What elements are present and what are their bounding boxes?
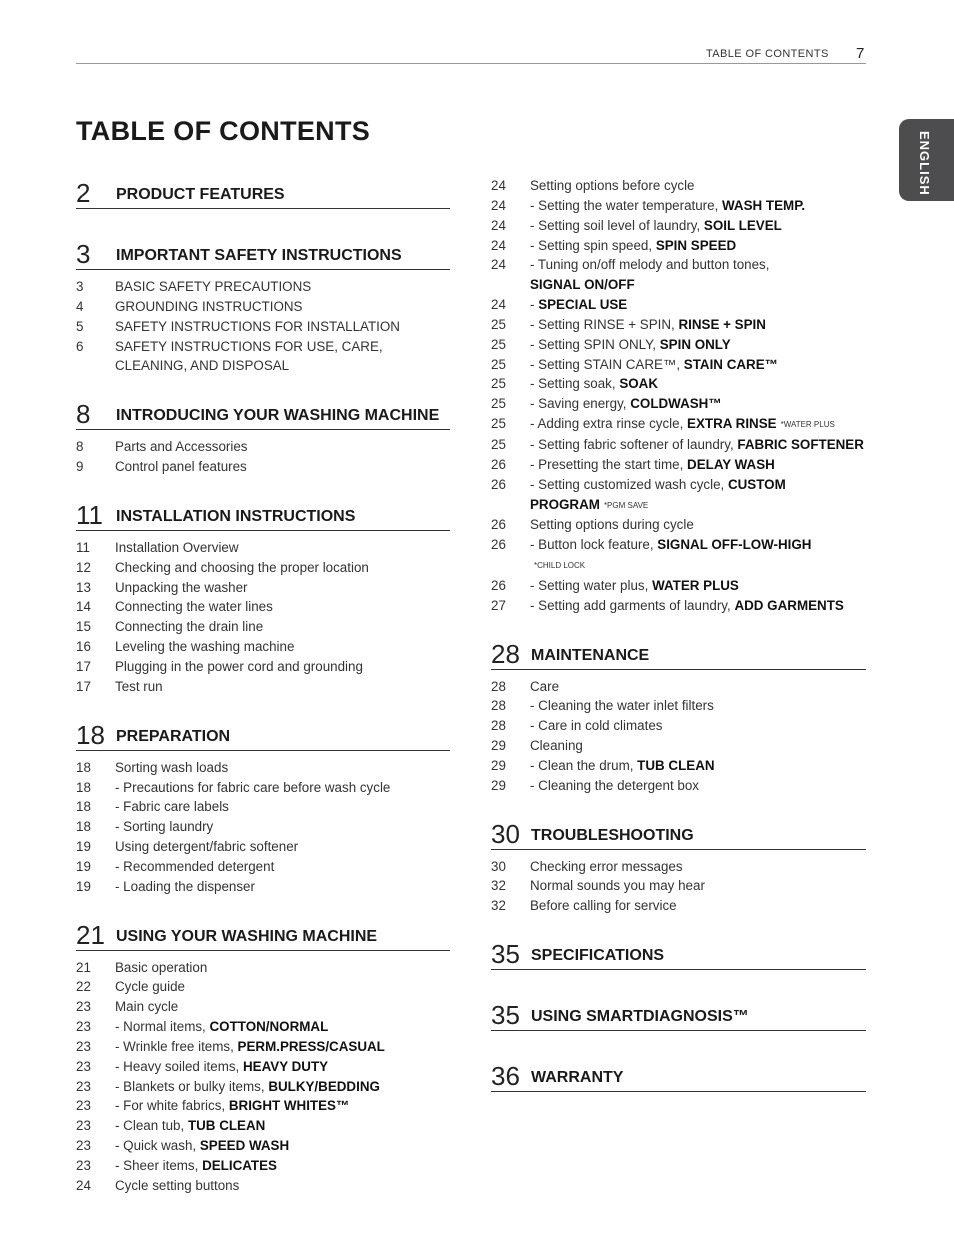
- toc-entry: [491, 696, 866, 716]
- toc-entry-page: 24: [76, 1177, 91, 1193]
- toc-entry-keyword: WASH TEMP.: [722, 197, 806, 213]
- toc-section: [491, 635, 866, 796]
- toc-entry-text: - SPECIAL USE: [530, 297, 628, 313]
- toc-entry-keyword: EXTRA RINSE: [687, 416, 777, 432]
- toc-section: [491, 996, 866, 1031]
- toc-section-heading: [76, 716, 450, 751]
- toc-entry-page: 27: [491, 597, 506, 613]
- toc-entry: [76, 1037, 450, 1057]
- toc-entry: [491, 196, 866, 216]
- toc-entry: [491, 535, 866, 576]
- toc-entry-text: - Adding extra rinse cycle, EXTRA RINSE *WATER PLUS: [491, 414, 866, 435]
- toc-entry-text: - Clean tub, TUB CLEAN: [115, 1118, 266, 1134]
- toc-entry-page: 23: [76, 1058, 91, 1074]
- toc-section-page: 21: [76, 919, 105, 950]
- toc-entry-keyword: SIGNAL OFF-LOW-HIGH: [657, 537, 812, 553]
- toc-entry-page: 15: [76, 619, 91, 635]
- section-gap: [491, 977, 866, 996]
- toc-entry-text: GROUNDING INSTRUCTIONS: [115, 298, 303, 314]
- toc-entry-page: 17: [76, 678, 91, 694]
- section-gap: [76, 376, 450, 395]
- toc-entry-text: Installation Overview: [115, 539, 239, 555]
- toc-section-title: WARRANTY: [531, 1069, 624, 1087]
- toc-entry-page: 21: [76, 959, 91, 975]
- toc-entry-page: 26: [491, 537, 506, 553]
- toc-entry-text: Basic operation: [115, 959, 208, 975]
- toc-entry-text: Setting options before cycle: [530, 178, 695, 193]
- toc-entry-page: 24: [491, 197, 506, 213]
- toc-section-heading: [491, 635, 866, 670]
- toc-entry-page: 12: [76, 559, 91, 575]
- toc-section-title: INTRODUCING YOUR WASHING MACHINE: [116, 407, 440, 425]
- toc-section: [491, 935, 866, 970]
- toc-entry-keyword: WATER PLUS: [652, 577, 739, 593]
- section-gap: [491, 1038, 866, 1057]
- toc-entry-page: 26: [491, 476, 506, 492]
- toc-entry-keyword: SPEED WASH: [199, 1138, 290, 1154]
- toc-entry-page: 18: [76, 759, 91, 775]
- toc-entry-text: Care: [530, 678, 560, 694]
- toc-entry-page: 5: [76, 318, 84, 334]
- toc-entry: [76, 1017, 450, 1037]
- toc-entry-text: Control panel features: [115, 459, 247, 475]
- toc-entry-text: Checking and choosing the proper location: [115, 559, 369, 575]
- toc-entry-page: 28: [491, 678, 506, 694]
- toc-entry: [491, 374, 866, 394]
- toc-entry-text: - Presetting the start time, DELAY WASH: [530, 456, 775, 472]
- toc-left-column: [76, 174, 450, 1196]
- toc-entry: [491, 335, 866, 355]
- toc-entry-page: 11: [76, 539, 90, 555]
- toc-entry-footnote: *CHILD LOCK: [534, 561, 586, 571]
- toc-entry-keyword: CUSTOM: [727, 476, 786, 492]
- toc-entry: [76, 857, 450, 877]
- toc-section-page: 3: [76, 239, 91, 269]
- toc-entry: [491, 677, 866, 697]
- toc-entry-page: 18: [76, 779, 91, 795]
- toc-entry: [76, 1116, 450, 1136]
- toc-entry: [76, 597, 450, 617]
- toc-section-page: 35: [491, 939, 520, 970]
- section-gap: [76, 897, 450, 916]
- toc-entry-page: 24: [491, 257, 506, 273]
- toc-entry-keyword: RINSE + SPIN: [678, 316, 766, 332]
- toc-section-title: PREPARATION: [116, 727, 231, 745]
- toc-entry: [76, 837, 450, 857]
- toc-entry: [76, 437, 450, 457]
- toc-entry-page: 9: [76, 459, 84, 475]
- toc-entry-page: 23: [76, 1098, 91, 1114]
- toc-entry-page: 23: [76, 1118, 91, 1134]
- toc-entry: [491, 756, 866, 776]
- toc-entry: [76, 558, 450, 578]
- toc-entry: [491, 876, 866, 896]
- toc-section: [76, 716, 450, 897]
- toc-section-title: USING YOUR WASHING MACHINE: [116, 927, 378, 945]
- toc-entry-page: 19: [76, 839, 91, 855]
- toc-entry: [76, 677, 450, 697]
- toc-entry: [491, 455, 866, 475]
- toc-entry: [491, 236, 866, 256]
- toc-entry-keyword: PERM.PRESS/CASUAL: [237, 1038, 385, 1054]
- toc-entry-page: 23: [76, 1138, 91, 1154]
- toc-entry-text: - Care in cold climates: [530, 718, 663, 734]
- toc-entry-keyword: COTTON/NORMAL: [209, 1019, 329, 1035]
- section-gap: [491, 796, 866, 815]
- toc-entry-text: - Fabric care labels: [115, 799, 229, 815]
- toc-entry: [491, 255, 866, 295]
- toc-entry-keyword: SIGNAL ON/OFF: [530, 277, 635, 293]
- toc-section-title: TROUBLESHOOTING: [531, 826, 694, 844]
- toc-entry-page: 8: [76, 439, 84, 455]
- toc-entry: [491, 394, 866, 414]
- toc-entry-page: 23: [76, 1019, 91, 1035]
- toc-entry-page: 3: [76, 279, 84, 294]
- toc-section-heading: [76, 174, 450, 209]
- toc-entry-text: - Clean the drum, TUB CLEAN: [530, 757, 715, 773]
- page-number: 7: [856, 45, 865, 62]
- toc-entry-text: Test run: [115, 678, 163, 694]
- toc-entry: [76, 637, 450, 657]
- toc-entry-text: Normal sounds you may hear: [530, 878, 705, 894]
- toc-entry: [491, 716, 866, 736]
- toc-section-title: IMPORTANT SAFETY INSTRUCTIONS: [116, 247, 402, 264]
- toc-entry-text: - Recommended detergent: [115, 858, 275, 874]
- toc-section-heading: [76, 916, 450, 951]
- toc-entry-page: 25: [491, 316, 506, 332]
- toc-entry-text: Main cycle: [115, 999, 179, 1015]
- toc-entry-page: 24: [491, 297, 506, 313]
- toc-entry: [76, 457, 450, 477]
- toc-section-page: 11: [76, 499, 103, 530]
- toc-entry-page: 19: [76, 858, 91, 874]
- toc-entry-text: - Setting add garments of laundry, ADD GARMENTS: [530, 597, 844, 613]
- toc-entry: [76, 997, 450, 1017]
- toc-entry: [76, 1156, 450, 1176]
- toc-entry-text: - Sorting laundry: [115, 819, 214, 835]
- toc-entry: [491, 295, 866, 315]
- toc-entry-text: - Setting soak, SOAK: [530, 376, 659, 392]
- toc-entry-text: - Button lock feature, SIGNAL OFF-LOW-HIGH*CHILD LOCK: [491, 535, 866, 576]
- toc-entry-text: - Setting customized wash cycle, CUSTOM PROGRAM *PGM SAVE: [491, 475, 866, 516]
- toc-entry: [76, 317, 450, 337]
- toc-entry: [491, 315, 866, 335]
- toc-entry-page: 4: [76, 298, 84, 314]
- toc-section-title: USING SMARTDIAGNOSIS™: [531, 1008, 749, 1026]
- toc-entry-page: 28: [491, 698, 506, 714]
- toc-entry-page: 18: [76, 799, 91, 815]
- toc-entry-text: Connecting the water lines: [115, 599, 273, 615]
- toc-entry-text: Plugging in the power cord and grounding: [115, 658, 363, 674]
- toc-entry-text: - Setting fabric softener of laundry, FABRIC SOFTENER: [530, 436, 864, 452]
- toc-section-heading: [491, 996, 866, 1031]
- toc-entry-page: 24: [491, 178, 506, 193]
- toc-entry-keyword: SPECIAL USE: [538, 297, 628, 313]
- toc-entry-page: 25: [491, 416, 506, 432]
- toc-entry-page: 22: [76, 979, 91, 995]
- toc-entry-text: - Quick wash, SPEED WASH: [115, 1138, 290, 1154]
- toc-entry-text: - Setting spin speed, SPIN SPEED: [530, 237, 737, 253]
- toc-entry-page: 23: [76, 999, 91, 1015]
- toc-entry: [491, 355, 866, 375]
- toc-entry-page: 32: [491, 878, 506, 894]
- toc-entry-text: - Blankets or bulky items, BULKY/BEDDING: [115, 1078, 380, 1094]
- toc-entry-page: 6: [76, 338, 84, 354]
- toc-entry-keyword: BULKY/BEDDING: [268, 1078, 380, 1094]
- toc-entry-page: 26: [491, 577, 506, 593]
- toc-entry-page: 23: [76, 1158, 91, 1173]
- toc-entry: [76, 337, 450, 377]
- toc-section: [76, 174, 450, 209]
- toc-section-heading: [76, 395, 450, 430]
- toc-entry-text: - Tuning on/off melody and button tones, SIGNAL ON/OFF: [530, 257, 770, 293]
- toc-entry: [76, 1176, 450, 1196]
- toc-entry: [76, 578, 450, 598]
- toc-section-title: PRODUCT FEATURES: [116, 186, 285, 203]
- toc-section-page: 2: [76, 178, 91, 208]
- toc-section-heading: [491, 815, 866, 850]
- toc-entry-page: 32: [491, 898, 506, 914]
- language-tab-label: ENGLISH: [917, 131, 932, 196]
- toc-entry: [491, 475, 866, 516]
- toc-entry-text: - Setting RINSE + SPIN, RINSE + SPIN: [530, 316, 766, 332]
- page-title: TABLE OF CONTENTS: [76, 116, 371, 146]
- toc-entry-page: 30: [491, 858, 506, 874]
- toc-section-page: 18: [76, 719, 105, 750]
- toc-entry-text: Setting options during cycle: [530, 517, 694, 533]
- toc-entry-page: 26: [491, 456, 506, 472]
- toc-entry: [491, 435, 866, 455]
- toc-entry: [491, 216, 866, 236]
- toc-entry-keyword: BRIGHT WHITES™: [228, 1098, 350, 1114]
- toc-entry: [76, 797, 450, 817]
- toc-entry-text: - Cleaning the detergent box: [530, 777, 699, 793]
- toc-entry: [491, 857, 866, 877]
- toc-entry-page: 23: [76, 1078, 91, 1094]
- toc-entry-text: - Heavy soiled items, HEAVY DUTY: [115, 1058, 329, 1074]
- toc-entry-text: Cycle guide: [115, 979, 185, 995]
- toc-section-page: 36: [491, 1061, 520, 1092]
- toc-entry-text: - Sheer items, DELICATES: [115, 1158, 277, 1173]
- toc-section-page: 28: [491, 638, 520, 669]
- toc-entry: [76, 297, 450, 317]
- toc-entry-page: 25: [491, 436, 506, 452]
- toc-entry-keyword: PROGRAM: [530, 496, 600, 512]
- toc-entry-page: 24: [491, 217, 506, 233]
- running-header-title: TABLE OF CONTENTS: [706, 48, 829, 60]
- toc-entry-keyword: HEAVY DUTY: [243, 1058, 329, 1074]
- toc-entry-text: - Setting water plus, WATER PLUS: [530, 577, 739, 593]
- section-gap: [76, 216, 450, 235]
- toc-entry: [76, 877, 450, 897]
- toc-entry-page: 28: [491, 718, 506, 734]
- toc-entry-page: 25: [491, 356, 506, 372]
- toc-entry-text: Unpacking the washer: [115, 579, 248, 595]
- toc-entry-text: - Cleaning the water inlet filters: [530, 698, 714, 714]
- toc-entry: [491, 176, 866, 196]
- toc-entry-text: Checking error messages: [530, 858, 683, 874]
- toc-entry-text: - Saving energy, COLDWASH™: [530, 396, 722, 412]
- toc-entry-keyword: TUB CLEAN: [637, 757, 715, 773]
- section-gap: [76, 697, 450, 716]
- toc-entry-text: Sorting wash loads: [115, 759, 229, 775]
- toc-entry-footnote: *PGM SAVE: [603, 500, 649, 510]
- toc-section-page: 8: [76, 399, 91, 430]
- toc-entry: [76, 778, 450, 798]
- toc-entry-text: Connecting the drain line: [115, 619, 264, 635]
- toc-entry-page: 18: [76, 819, 91, 835]
- toc-entry-text: BASIC SAFETY PRECAUTIONS: [115, 279, 312, 294]
- toc-entry-page: 29: [491, 757, 506, 773]
- toc-section: [76, 395, 450, 477]
- toc-entry-page: 29: [491, 738, 506, 754]
- toc-entry-page: 23: [76, 1038, 91, 1054]
- toc-entry-page: 13: [76, 579, 91, 595]
- toc-entry-text: - Setting soil level of laundry, SOIL LEVEL: [530, 217, 782, 233]
- toc-entry-text: Cleaning: [530, 738, 583, 754]
- toc-entry-text: SAFETY INSTRUCTIONS FOR INSTALLATION: [115, 318, 400, 334]
- section-gap: [491, 916, 866, 935]
- toc-entry-keyword: SOIL LEVEL: [703, 217, 782, 233]
- toc-entry-page: 29: [491, 777, 506, 793]
- toc-entry-text: Parts and Accessories: [115, 439, 248, 455]
- toc-entry-keyword: FABRIC SOFTENER: [737, 436, 864, 452]
- toc-entry-footnote: *WATER PLUS: [780, 420, 835, 430]
- toc-entry: [76, 1077, 450, 1097]
- toc-entry: [76, 1057, 450, 1077]
- toc-entry-page: 25: [491, 396, 506, 412]
- toc-entry-text: - Setting STAIN CARE™, STAIN CARE™: [530, 356, 779, 372]
- language-tab: [899, 119, 954, 201]
- toc-entry-text: - Setting the water temperature, WASH TEMP.: [530, 197, 806, 213]
- toc-section-title: MAINTENANCE: [531, 646, 650, 664]
- toc-entry: [76, 817, 450, 837]
- toc-entry: [491, 896, 866, 916]
- toc-entry-keyword: DELICATES: [202, 1158, 277, 1173]
- toc-entry-page: 24: [491, 237, 506, 253]
- toc-entry: [76, 657, 450, 677]
- toc-section-heading: [491, 935, 866, 970]
- toc-entry-text: - Precautions for fabric care before wash cycle: [115, 779, 391, 795]
- toc-entry-page: 16: [76, 639, 91, 655]
- toc-section-title: INSTALLATION INSTRUCTIONS: [116, 507, 356, 525]
- toc-entry-text: - For white fabrics, BRIGHT WHITES™: [115, 1098, 350, 1114]
- toc-entry-text: Cycle setting buttons: [115, 1177, 240, 1193]
- toc-entry: [491, 576, 866, 596]
- toc-entry: [76, 758, 450, 778]
- toc-entry-page: 26: [491, 517, 506, 533]
- toc-entry: [76, 1096, 450, 1116]
- toc-entry-text: - Loading the dispenser: [115, 878, 255, 894]
- toc-entry-keyword: ADD GARMENTS: [734, 597, 844, 613]
- section-gap: [76, 477, 450, 496]
- header-rule: [76, 63, 866, 64]
- toc-entry: [491, 414, 866, 435]
- toc-entry-keyword: DELAY WASH: [687, 456, 775, 472]
- toc-section: [76, 235, 450, 376]
- toc-entry-text: - Wrinkle free items, PERM.PRESS/CASUAL: [115, 1038, 385, 1054]
- toc-entry-keyword: SOAK: [619, 376, 659, 392]
- toc-section-heading: [76, 235, 450, 270]
- toc-entry: [491, 515, 866, 535]
- toc-entry: [491, 736, 866, 756]
- toc-entry: [491, 776, 866, 796]
- toc-section: [76, 496, 450, 697]
- toc-entry-text: - Setting SPIN ONLY, SPIN ONLY: [530, 336, 731, 352]
- toc-entry: [76, 1136, 450, 1156]
- toc-entry-keyword: SPIN ONLY: [659, 336, 731, 352]
- toc-entry-text: Leveling the washing machine: [115, 639, 295, 655]
- toc-entry-text: Before calling for service: [530, 898, 677, 914]
- toc-entry: [491, 596, 866, 616]
- toc-entry-page: 25: [491, 336, 506, 352]
- toc-section: [76, 916, 450, 1196]
- toc-entry-text: SAFETY INSTRUCTIONS FOR USE, CARE, CLEANING, AND DISPOSAL: [115, 338, 383, 374]
- toc-entry-page: 19: [76, 878, 91, 894]
- toc-entry-keyword: TUB CLEAN: [187, 1118, 266, 1134]
- toc-entry: [76, 277, 450, 297]
- toc-right-column: [491, 176, 866, 1099]
- toc-section: [491, 1057, 866, 1092]
- toc-entry-text: - Normal items, COTTON/NORMAL: [115, 1019, 329, 1035]
- toc-entry-text: Using detergent/fabric softener: [115, 839, 299, 855]
- toc-section-heading: [491, 1057, 866, 1092]
- section-gap: [491, 616, 866, 635]
- toc-section-heading: [76, 496, 450, 531]
- toc-entry-keyword: STAIN CARE™: [683, 356, 779, 372]
- toc-section-page: 30: [491, 818, 520, 849]
- toc-entry-keyword: SPIN SPEED: [655, 237, 737, 253]
- toc-section-title: SPECIFICATIONS: [531, 947, 665, 965]
- toc-entry-keyword: COLDWASH™: [630, 396, 722, 412]
- toc-section: [491, 815, 866, 917]
- toc-section-page: 35: [491, 1000, 520, 1031]
- toc-entry: [76, 617, 450, 637]
- toc-entry-page: 17: [76, 658, 91, 674]
- toc-entry: [76, 958, 450, 978]
- toc-entry-page: 14: [76, 599, 91, 615]
- toc-entry-page: 25: [491, 376, 506, 392]
- toc-entry: [76, 538, 450, 558]
- toc-entry: [76, 977, 450, 997]
